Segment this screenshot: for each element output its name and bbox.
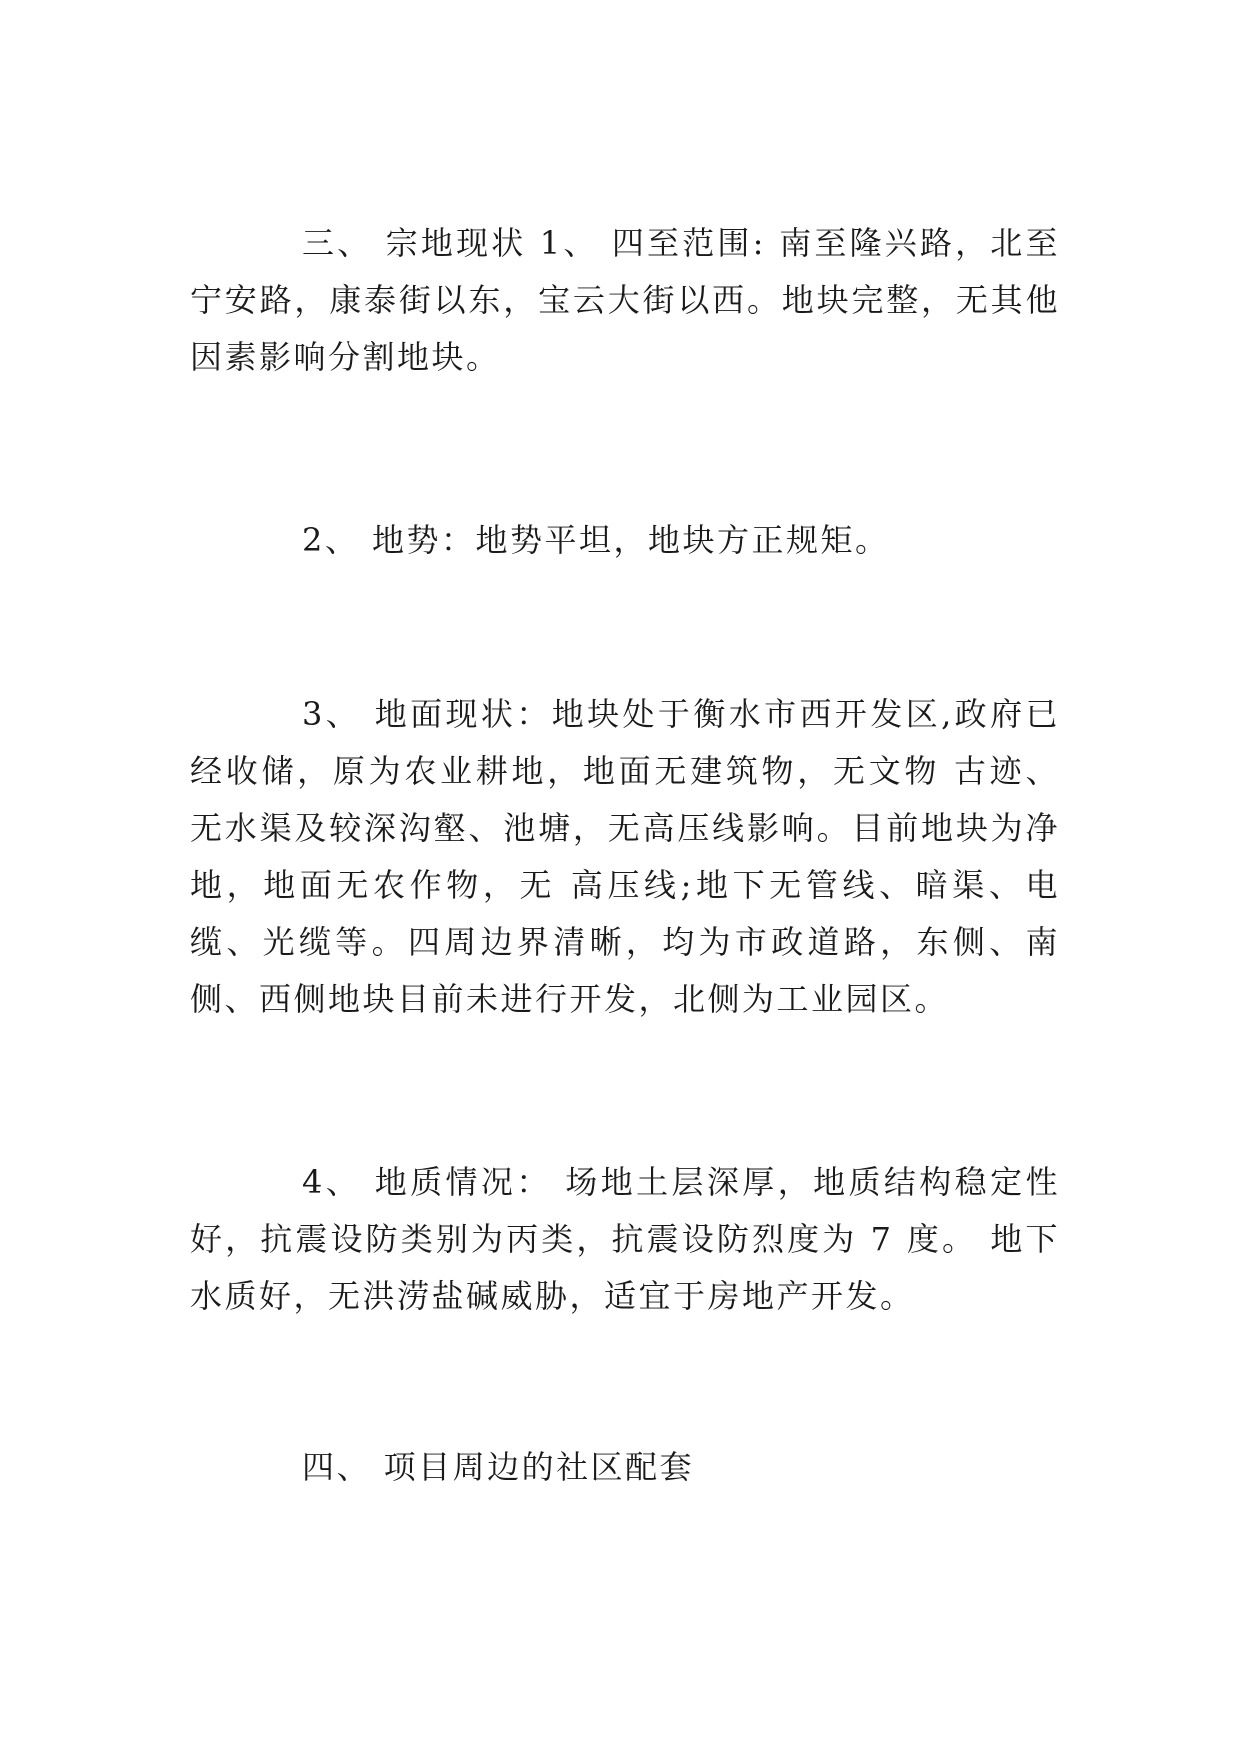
section-heading-community: 四、 项目周边的社区配套: [302, 1448, 695, 1486]
paragraph-terrain: 2、 地势：地势平坦，地块方正规矩。: [302, 521, 890, 559]
paragraph-ground-status: 3、 地面现状：地块处于衡水市西开发区,政府已经收储，原为农业耕地，地面无建筑物，无文物 古迹、无水渠及较深沟壑、池塘，无高压线影响。目前地块为净地，地面无农作物，无 高压线;地下无管线、暗渠、电缆、光缆等。四周边界清晰，均为市政道路，东侧、南 侧、西侧地块目前未进行开发，北侧为工业园区。: [190, 695, 1073, 1018]
paragraph-geology: 4、 地质情况： 场地土层深厚，地质结构稳定性好，抗震设防类别为丙类，抗震设防烈度为 7 度。 地下水质好，无洪涝盐碱威胁，适宜于房地产开发。: [190, 1163, 1060, 1315]
paragraph-site-status: 三、 宗地现状 1、 四至范围: 南至隆兴路，北至宁安路，康泰街以东，宝云大街以西。地块完整，无其他因素影响分割地块。: [190, 224, 1060, 376]
